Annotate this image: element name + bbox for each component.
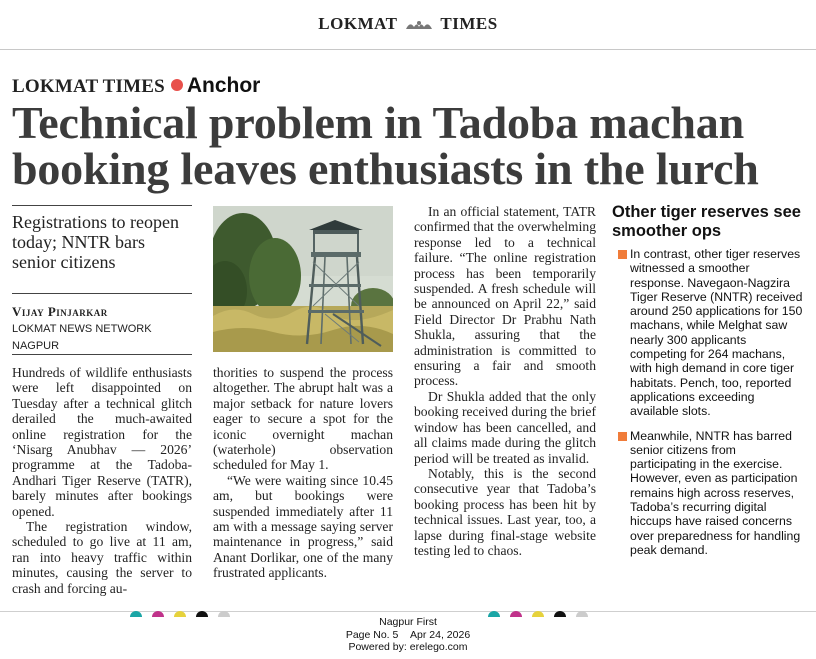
byline [12,304,192,354]
headline-line-2: booking leaves enthusiasts in the lurch [12,143,759,194]
byline-top-rule [12,293,192,294]
footer-page-info [0,629,816,642]
kicker-brand: LOKMAT TIMES [12,76,165,97]
sidebar-item-text: In contrast, other tiger reserves witnessed a smoother response. Navegaon-Nagzira Tiger Reserve (NNTR) received around 250 applications for 150 machans, while Melghat saw nearly 300 applicants competing for 264 machans, with high demand in core tiger habitats. Pench, too, reported applications exceeding available slots. [630,247,803,419]
watchtower-photo[interactable] [213,206,393,352]
sidebar-box [612,203,804,567]
body-column-2 [213,365,393,581]
byline-network: LOKMAT NEWS NETWORK [12,323,152,335]
paragraph: Dr Shukla added that the only booking received during the brief window has been cancelled, and all claims made during the glitch period will be treated as invalid. [414,388,596,466]
body-column-3 [414,204,596,558]
kicker-dot-icon [171,79,183,91]
subhead-top-rule [12,205,192,206]
paragraph: The registration window, scheduled to go live at 11 am, ran into heavy traffic within minutes, causing the server to crash and forcing au- [12,519,192,596]
square-bullet-icon [618,432,627,441]
masthead [0,0,816,50]
sidebar-item [612,247,804,419]
sidebar-item-text: Meanwhile, NNTR has barred senior citizens from participating in the exercise. However, even as participation remains high across reserves, Tadoba’s recurring digital hiccups have raised concerns over preparedness for handling peak demand. [630,428,801,557]
footer-page-number: Page No. 5 [345,628,399,641]
byline-author: Vijay Pinjarkar [12,304,108,319]
page-bottom-strip [0,602,816,608]
paragraph: “We were waiting since 10.45 am, but bookings were suspended immediately after 11 am with a message saying server maintenance in progress,” said Anant Dorlikar, one of the many frustrated applicants. [213,472,393,581]
paragraph: Notably, this is the second consecutive year that Tadoba’s booking process has been hit by technical issues. Last year, too, a lapse during final-stage website testing led to chaos. [414,465,596,558]
logo-word-left: LOKMAT [318,14,398,33]
byline-location: NAGPUR [12,340,60,352]
lion-emblem-icon [404,19,434,31]
kicker-section: Anchor [186,74,261,97]
footer-powered-by-link[interactable]: Powered by: erelego.com [348,641,468,653]
newspaper-logo[interactable] [0,14,816,34]
sidebar-item [612,429,804,558]
section-kicker [12,74,260,98]
headline-line-1: Technical problem in Tadoba machan [12,97,744,148]
footer-edition: Nagpur First [379,616,437,628]
paragraph: Hundreds of wildlife enthusiasts were left disappointed on Tuesday after a technical glitch derailed the much-awaited online registration for the ‘Nisarg Anubhav — 2026’ programme at the Tadoba-Andhari Tiger Reserve (TATR), barely minutes after bookings opened. [12,365,192,519]
footer-date: Apr 24, 2026 [410,628,471,641]
paragraph: In an official statement, TATR confirmed that the overwhelming response led to a technical failure. “The online registration process has been temporarily suspended. A fresh schedule will be announced on April 22,” said Field Director Dr Prabhu Nath Shukla, assuring that the administration is committed to ensuring a fair and smooth process. [414,204,596,389]
page-footer [0,616,816,654]
square-bullet-icon [618,250,627,259]
body-column-1 [12,365,192,596]
watchtower-image [213,206,393,352]
logo-word-right: TIMES [440,14,498,33]
headline [12,97,812,194]
paragraph: thorities to suspend the process altogether. The abrupt halt was a major setback for nature lovers eager to secure a spot for the iconic overnight machan (waterhole) observation scheduled for May 1. [213,365,393,473]
body-top-rule [12,354,192,355]
sidebar-title: Other tiger reserves see smoother ops [612,203,801,240]
subheadline: Registrations to reopen today; NNTR bars senior citizens [12,212,179,272]
